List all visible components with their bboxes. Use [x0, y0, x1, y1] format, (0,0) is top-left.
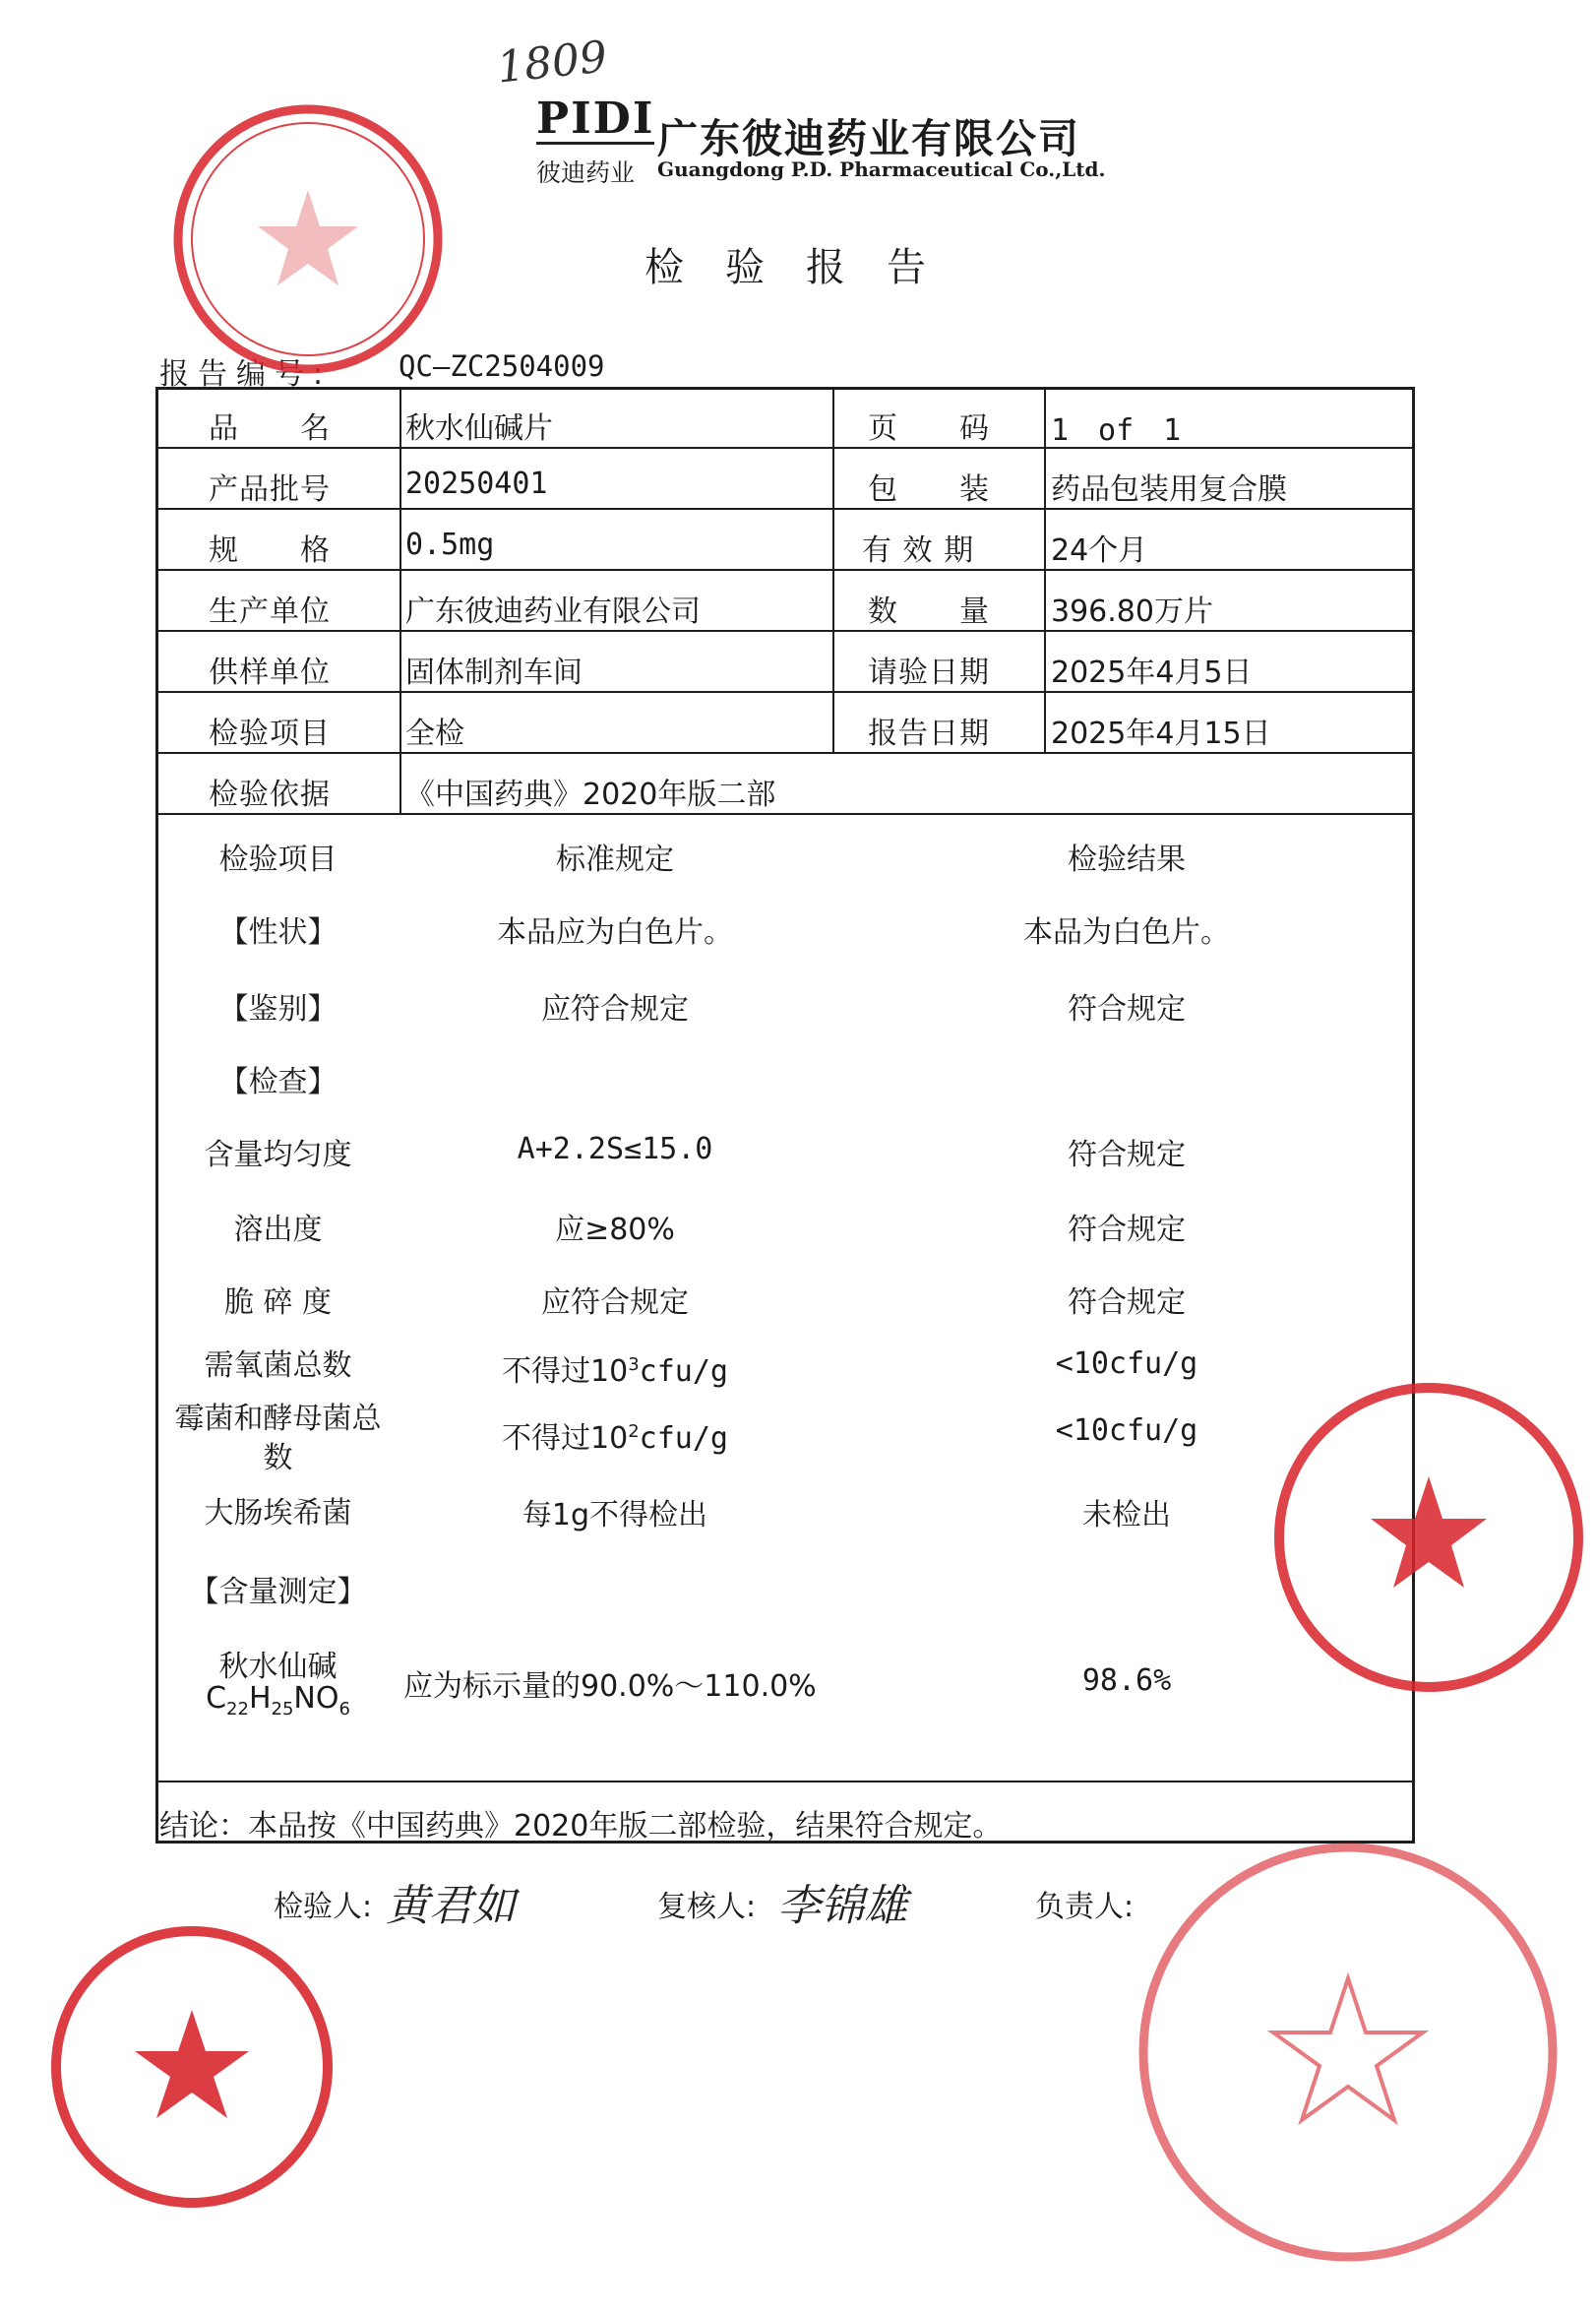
test-character-result: 本品为白色片。: [1023, 915, 1230, 950]
test-mold-standard: [399, 1413, 831, 1457]
supplier-value: 固体制剂车间: [405, 656, 583, 690]
quality-assurance-stamp: [165, 96, 451, 382]
company-logo: PIDI: [536, 94, 655, 144]
mold-standard-exponent: 2: [628, 1421, 640, 1442]
product-name: 秋水仙碱片: [405, 411, 553, 446]
manufacturer-value: 广东彼迪药业有限公司: [405, 594, 701, 629]
inspection-heading: 【检查】: [218, 1065, 338, 1099]
inspector-label: 检验人:: [274, 1890, 373, 1924]
spec-label: 规 格: [209, 533, 331, 568]
quality-inspection-stamp: [1127, 1831, 1569, 2274]
quality-management-stamp: [44, 1919, 339, 2215]
logo-subtitle: 彼迪药业: [536, 158, 636, 187]
company-name-en: Guangdong P.D. Pharmaceutical Co.,Ltd.: [657, 157, 1106, 181]
package-label: 包 装: [868, 472, 990, 507]
test-assay-standard: 应为标示量的90.0%～110.0%: [403, 1669, 817, 1704]
test-assay-result: 98.6%: [1081, 1663, 1172, 1698]
mold-standard-prefix: 不得过10: [502, 1421, 629, 1456]
document-title: 检验报告: [645, 245, 967, 290]
items-label: 检验项目: [209, 717, 331, 751]
responsible-label: 负责人:: [1035, 1890, 1135, 1924]
test-mold-item-line1: 霉菌和酵母菌总: [174, 1402, 382, 1436]
reviewer-label: 复核人:: [657, 1890, 757, 1924]
formula-h-count: 25: [271, 1699, 294, 1719]
conclusion: 结论：本品按《中国药典》2020年版二部检验，结果符合规定。: [159, 1809, 1003, 1844]
formula-c-count: 22: [226, 1699, 249, 1719]
basis-value: 《中国药典》2020年版二部: [405, 778, 776, 812]
package-value: 药品包装用复合膜: [1051, 472, 1287, 507]
validity-label: 有 效 期: [862, 533, 975, 568]
report-number-label: 报告编号:: [159, 357, 333, 392]
batch-label: 产品批号: [209, 472, 331, 507]
test-aerobic-result: <10cfu/g: [1055, 1346, 1198, 1381]
page-value: 1 of 1: [1051, 413, 1182, 448]
report-date-value: 2025年4月15日: [1051, 717, 1271, 751]
test-uniformity-standard: A+2.2S≤15.0: [517, 1132, 713, 1166]
test-uniformity-result: 符合规定: [1068, 1138, 1186, 1172]
formula-h: H: [248, 1681, 272, 1716]
test-friability-standard: 应符合规定: [541, 1285, 689, 1320]
quantity-value: 396.80万片: [1051, 594, 1213, 629]
test-mold-result: <10cfu/g: [1055, 1413, 1198, 1448]
test-ecoli-standard: 每1g不得检出: [522, 1498, 708, 1532]
test-dissolution-item: 溶出度: [233, 1213, 323, 1247]
test-friability-result: 符合规定: [1068, 1285, 1186, 1320]
results-header-item: 检验项目: [218, 843, 338, 877]
report-table: [155, 387, 1415, 1844]
handwritten-note: 1809: [494, 31, 610, 94]
validity-value: 24个月: [1051, 533, 1148, 568]
reviewer-signature: 李锦雄: [777, 1881, 907, 1931]
formula-c: C: [206, 1681, 227, 1716]
quantity-label: 数 量: [868, 594, 990, 629]
test-identification-result: 符合规定: [1068, 992, 1186, 1027]
formula-o-count: 6: [338, 1699, 350, 1719]
results-header-result: 检验结果: [1068, 843, 1186, 877]
results-header-standard: 标准规定: [556, 843, 674, 877]
basis-label: 检验依据: [209, 778, 331, 812]
aerobic-standard-prefix: 不得过10: [502, 1354, 629, 1389]
inspector-signature: 黄君如: [386, 1881, 516, 1931]
product-name-label: 品 名: [209, 411, 331, 446]
assay-heading: 【含量测定】: [189, 1575, 367, 1609]
report-number-value: QC—ZC2504009: [399, 349, 605, 383]
test-aerobic-item: 需氧菌总数: [204, 1348, 352, 1383]
test-uniformity-item: 含量均匀度: [204, 1138, 352, 1172]
test-friability-item: 脆 碎 度: [223, 1285, 333, 1320]
inspection-report-stamp: [1264, 1373, 1594, 1703]
test-dissolution-standard: 应≥80%: [555, 1213, 675, 1247]
test-character-item: 【性状】: [218, 915, 338, 950]
manufacturer-label: 生产单位: [209, 594, 331, 629]
test-ecoli-result: 未检出: [1082, 1498, 1171, 1532]
test-identification-standard: 应符合规定: [541, 992, 689, 1027]
batch-number: 20250401: [405, 467, 548, 501]
supplier-label: 供样单位: [209, 656, 331, 690]
test-assay-item: 秋水仙碱: [218, 1650, 338, 1684]
test-aerobic-standard: [399, 1346, 831, 1390]
test-mold-item-line2: 数: [263, 1441, 293, 1475]
test-ecoli-item: 大肠埃希菌: [204, 1496, 352, 1531]
request-date-label: 请验日期: [868, 656, 990, 690]
spec-value: 0.5mg: [405, 528, 495, 562]
test-character-standard: 本品应为白色片。: [497, 915, 733, 950]
page-label: 页 码: [868, 411, 990, 446]
mold-standard-suffix: cfu/g: [639, 1421, 728, 1456]
company-name-cn: 广东彼迪药业有限公司: [657, 115, 1080, 162]
report-date-label: 报告日期: [868, 717, 990, 751]
items-value: 全检: [405, 717, 464, 751]
test-identification-item: 【鉴别】: [218, 992, 338, 1027]
aerobic-standard-suffix: cfu/g: [639, 1354, 728, 1389]
formula-no: NO: [293, 1681, 339, 1716]
test-dissolution-result: 符合规定: [1068, 1213, 1186, 1247]
request-date-value: 2025年4月5日: [1051, 656, 1253, 690]
test-assay-formula: [157, 1681, 399, 1719]
aerobic-standard-exponent: 3: [628, 1354, 640, 1375]
